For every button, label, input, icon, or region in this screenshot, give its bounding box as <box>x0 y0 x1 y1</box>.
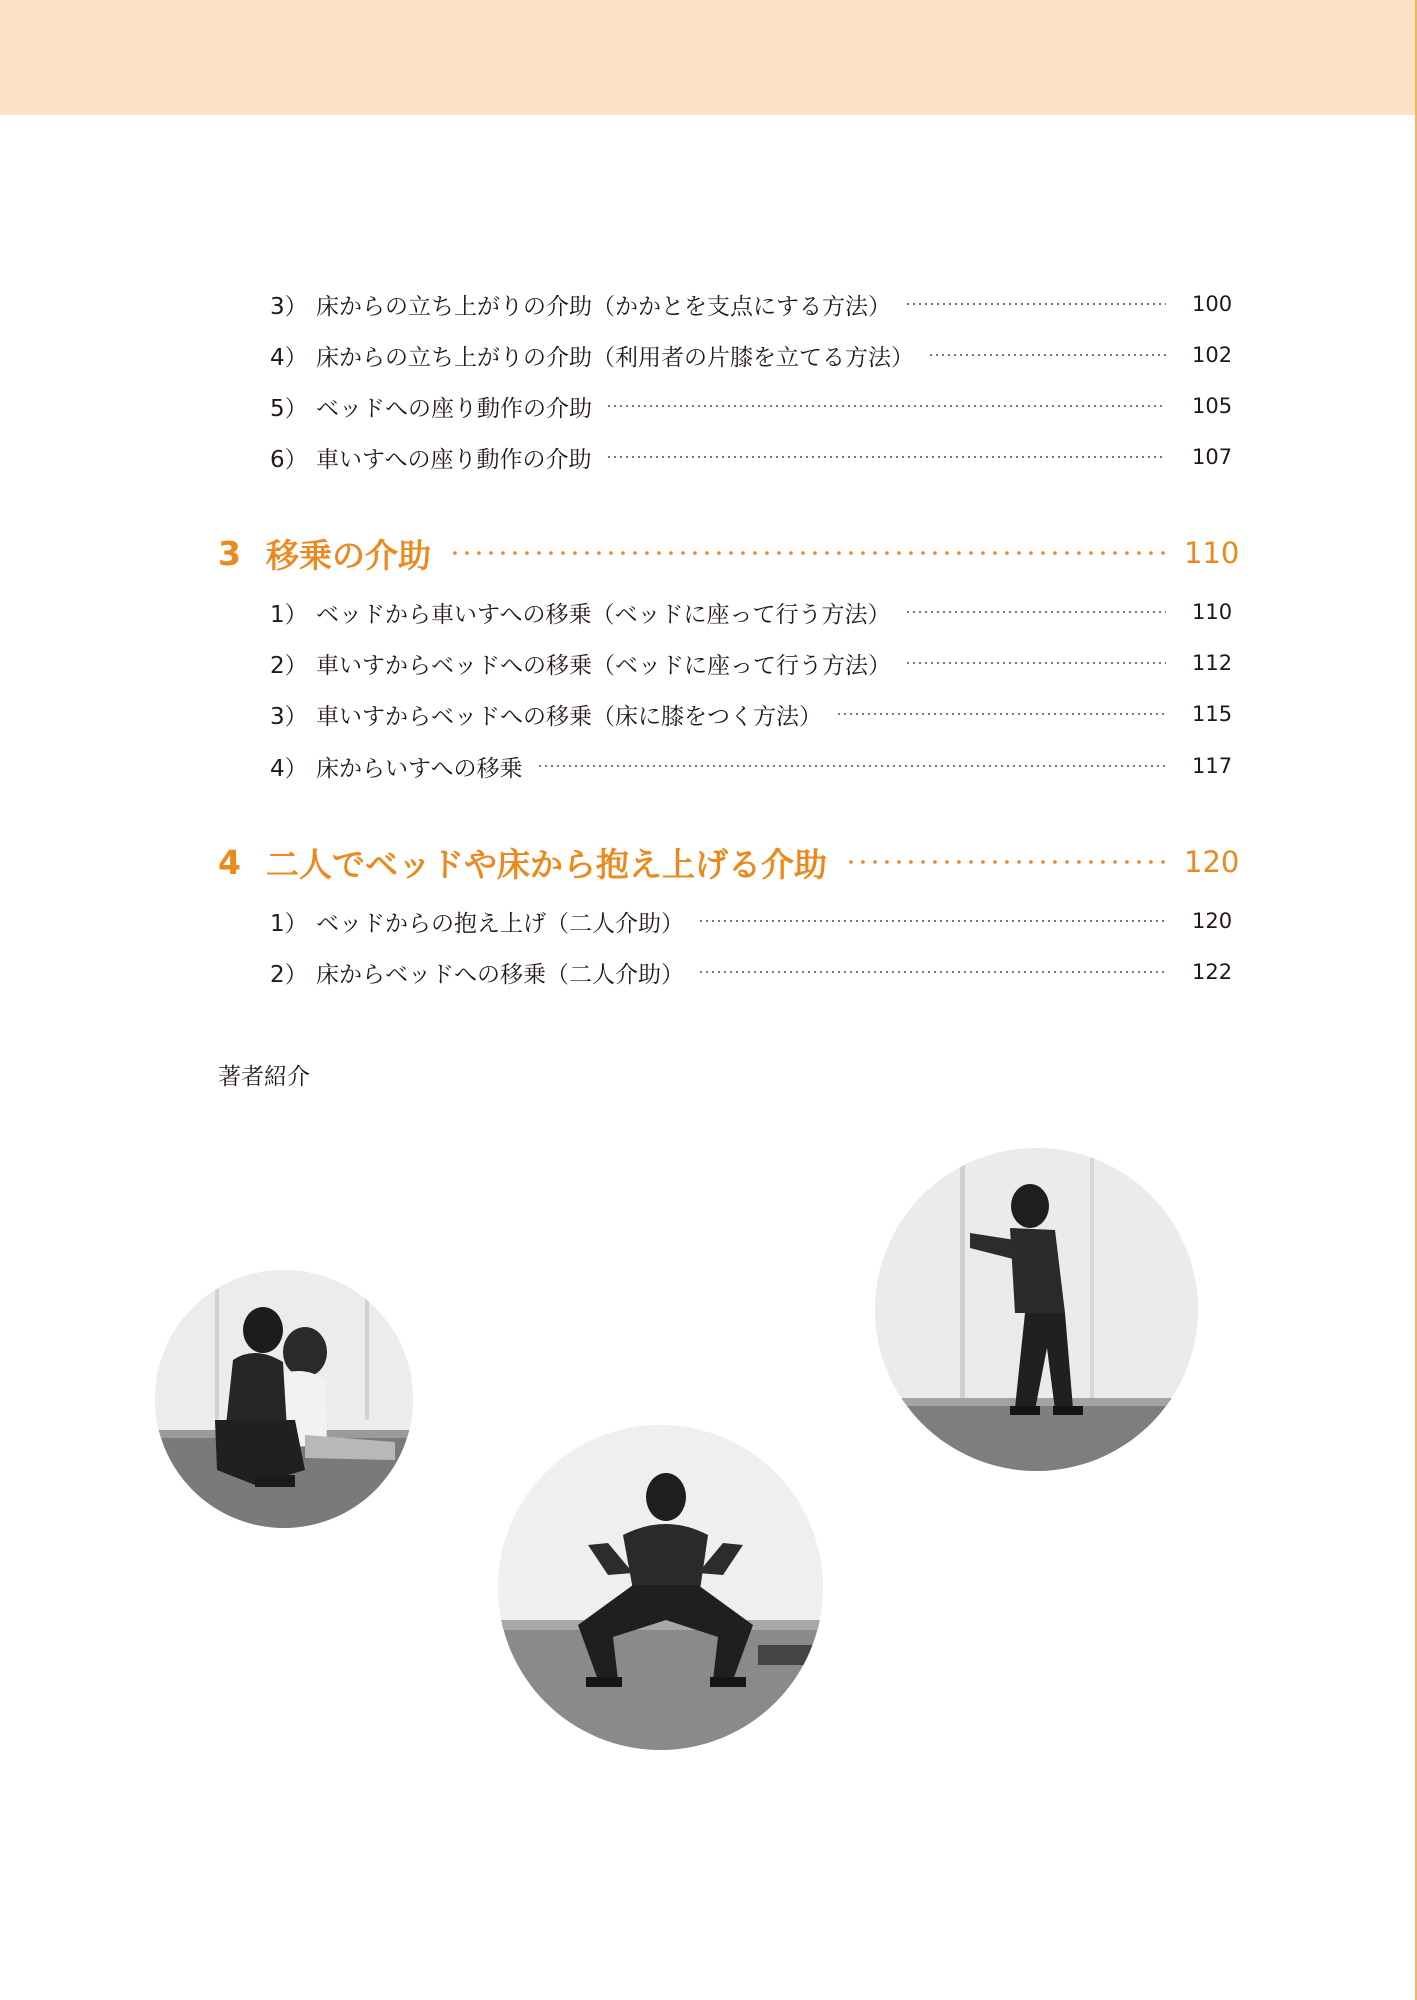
entry-title: ベッドから車いすへの移乗（ベッドに座って行う方法） <box>316 601 891 628</box>
toc-entry[interactable] <box>270 694 1232 734</box>
entry-number: 5） <box>270 395 308 422</box>
entry-title: 床からの立ち上がりの介助（利用者の片膝を立てる方法） <box>316 344 914 371</box>
entry-title: 車いすからベッドへの移乗（床に膝をつく方法） <box>316 703 822 730</box>
header-band <box>0 0 1417 115</box>
entry-page: 105 <box>1192 394 1233 418</box>
section-heading-3[interactable] <box>218 528 1240 578</box>
entry-title: 床からいすへの移乗 <box>316 755 523 782</box>
toc-entry[interactable] <box>270 284 1232 324</box>
dot-leader <box>928 354 1166 356</box>
entry-number: 2） <box>270 652 308 679</box>
section-title: 二人でベッドや床から抱え上げる介助 <box>266 844 827 884</box>
entry-number: 3） <box>270 703 308 730</box>
author-intro-link[interactable]: 著者紹介 <box>218 1064 310 1090</box>
entry-title: 床からベッドへの移乗（二人介助） <box>316 961 684 988</box>
section-page: 110 <box>1184 536 1240 570</box>
entry-title: 車いすからベッドへの移乗（ベッドに座って行う方法） <box>316 652 891 679</box>
entry-page: 110 <box>1192 600 1233 624</box>
entry-title: 車いすへの座り動作の介助 <box>316 446 592 473</box>
entry-page: 117 <box>1192 754 1233 778</box>
dot-leader <box>836 713 1166 715</box>
dot-leader <box>698 971 1166 973</box>
section-title: 移乗の介助 <box>266 535 431 575</box>
dot-leader <box>606 456 1166 458</box>
dot-leader <box>537 765 1166 767</box>
entry-page: 115 <box>1192 702 1233 726</box>
toc-entry[interactable] <box>270 335 1232 375</box>
toc-entry[interactable] <box>270 592 1232 632</box>
entry-page: 112 <box>1192 651 1233 675</box>
entry-number: 1） <box>270 910 308 937</box>
section-page: 120 <box>1184 845 1240 879</box>
entry-page: 100 <box>1192 292 1233 316</box>
section-number: 4 <box>218 842 241 882</box>
entry-number: 6） <box>270 446 308 473</box>
toc-entry[interactable] <box>270 952 1232 992</box>
dot-leader <box>606 405 1166 407</box>
entry-page: 122 <box>1192 960 1233 984</box>
entry-number: 4） <box>270 755 308 782</box>
entry-page: 102 <box>1192 343 1233 367</box>
entry-number: 1） <box>270 601 308 628</box>
dot-leader <box>905 662 1166 664</box>
toc-entry[interactable] <box>270 746 1232 786</box>
photo-squat-stance <box>498 1425 823 1750</box>
entry-number: 2） <box>270 961 308 988</box>
photo-floor-assist <box>155 1270 413 1528</box>
dot-leader <box>449 551 1168 555</box>
entry-title: 床からの立ち上がりの介助（かかとを支点にする方法） <box>316 293 891 320</box>
entry-number: 3） <box>270 293 308 320</box>
entry-title: ベッドへの座り動作の介助 <box>316 395 592 422</box>
dot-leader <box>845 860 1168 864</box>
photo-reach-forward <box>875 1148 1198 1471</box>
section-heading-4[interactable] <box>218 837 1240 887</box>
section-number: 3 <box>218 533 241 573</box>
entry-number: 4） <box>270 344 308 371</box>
entry-page: 107 <box>1192 445 1233 469</box>
entry-page: 120 <box>1192 909 1233 933</box>
entry-title: ベッドからの抱え上げ（二人介助） <box>316 910 684 937</box>
dot-leader <box>905 303 1166 305</box>
toc-entry[interactable] <box>270 386 1232 426</box>
dot-leader <box>698 920 1166 922</box>
toc-entry[interactable] <box>270 643 1232 683</box>
toc-entry[interactable] <box>270 901 1232 941</box>
toc-entry[interactable] <box>270 437 1232 477</box>
dot-leader <box>905 611 1166 613</box>
